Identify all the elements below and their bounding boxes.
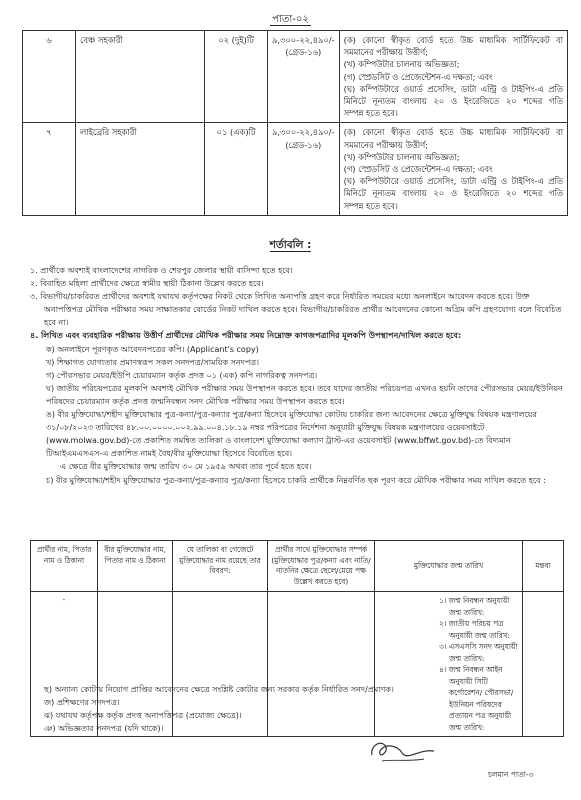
condition-item: ৩. বিভাগীয়/চাকরিরত প্রার্থীদের অবশ্যই যথাযথ কর্তৃপক্ষের নিকট থেকে লিখিত অনাপত্তি গ্রহণ করে নির্ধারিত সময়ের মধ্যে অনলাইনে আবেদন করতে হবে। উক্ত অনাপত্তিপত্র মৌখিক পরীক্ষার সময় সাক্ষাতকার বোর্ডের নিকট দাখিল করতে হবে। বিভাগীয়/চাকরিরত প্রার্থীর আবেদনের কোনো অগ্রিম কপি গ্রহণযোগ্য বলে বিবেচিত হবে না। [30,292,562,328]
qualification-line: সম্পন্ন হতে হবে। [343,108,398,119]
qualification-line: সমমানের পরীক্ষায় উত্তীর্ণ; [343,47,428,58]
table-cell: - [31,592,98,737]
column-header: যে তালিকা বা গেজেটে মুক্তিযোদ্ধার নাম রয়েছে তার বিবরণ: [173,541,268,592]
qualification-cell [339,123,567,215]
condition-item: ৪. লিখিত এবং ব্যবহারিক পরীক্ষায় উত্তীর্ণ প্রার্থীদের মৌখিক পরীক্ষার সময় নিম্নোক্ত কাগজপত্রাদির মূলকপি উপস্থাপন/দাখিল করতে হবে: [30,331,462,341]
qualification-line: (খ) কম্পিউটার চালনায় অভিজ্ঞতা; [343,151,460,162]
pay-grade: (গ্রেড-১৬) [285,139,322,150]
qualification-line: (ক) কোনো স্বীকৃত বোর্ড হতে উচ্চ মাধ্যমিক সার্টিফিকেট বা [343,127,563,138]
qualification-line: (খ) কম্পিউটার চালনায় অভিজ্ঞতা; [343,59,460,70]
post-count-cell: ০২ (দুই)টি [205,31,268,123]
qualification-line: (ঘ) কম্পিউটারে ওয়ার্ড প্রসেসিং, ডাটা এন্ট্রি ও টাইপিং-এ প্রতি [343,176,563,187]
additional-documents [44,683,564,735]
column-header: মুক্তিযোদ্ধার জন্ম তারিখ [375,541,523,592]
continued-page-label: চলমান পাতা-৩ [488,770,534,779]
page-number: পাতা-০২ [272,14,309,25]
qualification-line: সম্পন্ন হতে হবে। [343,200,398,211]
birth-date-item: ২। জাতীয় পরিচয় পত্র অনুযায়ী জন্ম তারিখ: [439,619,511,640]
qualification-line: সমমানের পরীক্ষায় উত্তীর্ণ; [343,139,428,150]
condition-item: ১. প্রার্থীকে অবশ্যই বাংলাদেশের নাগরিক ও শেরপুর জেলার স্থায়ী বাসিন্দা হতে হবে। [30,266,293,275]
serial-cell: ৬ [23,31,76,123]
table-row [23,31,568,123]
conditions-title: শর্তাবলি : [269,239,312,251]
birth-date-item: ৩। এসএসসি সনদ অনুযায়ী জন্ম তারিখ: [439,642,518,663]
birth-date-item: ১। জন্ম নিবন্ধন অনুযায়ী জন্ম তারিখ: [439,596,510,617]
document-item: ঞ) অভিজ্ঞতার সনদপত্র (যদি থাকে)। [44,724,164,733]
document-item: জ) প্রশিক্ষণের সনদপত্র। [44,698,120,707]
pay-scale-cell [268,31,340,123]
column-header: প্রার্থীর নাম, পিতার নাম ও ঠিকানা [31,541,98,592]
table-header-row [31,541,564,592]
birth-date-item: ৪। জন্ম নিবন্ধন আইন অনুযায়ী সিটি কর্পোরেশন/ পৌরসভা/ইউনিয়ন পরিষদের প্রত্যায়ন পত্র অনুযায়ী জন্ম তারিখ: [439,665,514,732]
document-item: ঙ) বীর মুক্তিযোদ্ধা/শহীদ মুক্তিযোদ্ধার পুত্র-কন্যা/পুত্র-কন্যার পুত্র/কন্যা হিসেবে মুক্তিযোদ্ধা কোটায় চাকরির জন্য আবেদনের ক্ষেত্রে মুক্তিযুদ্ধ বিষয়ক মন্ত্রণালয়ের ৩১/০৮/২০২৩ তারিখের ৪৮.০০.০০০০.০০২.৯৯.০০৪.১৮.১৯ নম্বর পরিপত্রের নির্দেশনা অনুযায়ী মুক্তিযুদ্ধ বিষয়ক মন্ত্রণালয়ের ওয়েবসাইটে (www.molwa.gov.bd)-তে প্রকাশিত সমন্বিত তালিকা ও বাংলাদেশ মুক্তিযোদ্ধা কল্যাণ ট্রাস্ট-এর ওয়েবসাইট (www.bffwt.gov.bd)-তে বিদ্যমান টিআইএমএসএস-এ প্রকাশিত নামই বৈধ/বীর মুক্তিযোদ্ধা হিসেবে বিবেচিত হবে। [46,410,537,459]
table-row [23,123,568,215]
document-item: ক) অনলাইনে পূরণকৃত আবেদনপত্রের কপি। (Applicant's copy) [46,344,259,354]
qualification-line: (গ) স্প্রেডসিট ও প্রেজেন্টেশন-এ দক্ষতা; এবং [343,164,493,175]
pay-grade: (গ্রেড-১৬) [285,47,322,58]
post-name-cell: বেঞ্চ সহকারী [76,31,205,123]
jobs-table [22,30,568,216]
document-item: খ) শিক্ষাগত যোগ্যতার প্রমাণস্বরূপ সকল সনদপত্র/সাময়িক সনদপত্র। [46,357,260,367]
pay-scale: ৯,৩০০-২২,৪৯০/- [272,35,335,45]
qualification-cell [339,31,567,123]
column-header: মন্তব্য [523,541,564,592]
column-header: বীর মুক্তিযোদ্ধার নাম, পিতার নাম ও ঠিকানা [98,541,173,592]
document-item: ঘ) জাতীয় পরিচয়পত্রের মূলকপি অবশ্যই মৌখিক পরীক্ষার সময় উপস্থাপন করতে হবে। তবে যাদের জাতীয় পরিচয়পত্র এখনও হয়নি তাদের পৌরসভার মেয়র/ইউনিয়ন পরিষদের চেয়ারম্যান কর্তৃক প্রদত্ত জন্মনিবন্ধন সনদ মৌখিক পরীক্ষার সময় উপস্থাপন করতে হবে। [46,383,563,406]
column-header: প্রার্থীর সাথে মুক্তিযোদ্ধার সম্পর্ক (মুক্তিযোদ্ধার পুত্র/কন্যা এবং নাতি/নাতনির ক্ষেত্রে ছেলে/মেয়ে পক্ষ উল্লেখ করতে হবে) [268,541,375,592]
condition-item: ২. বিবাহিত মহিলা প্রার্থীদের ক্ষেত্রে স্বামীর স্থায়ী ঠিকানা উল্লেখ করতে হবে। [30,279,264,289]
document-note: এ ক্ষেত্রে বীর মুক্তিযোদ্ধার জন্ম তারিখ ৩০ মে ১৯৫৯ অথবা তার পূর্বে হতে হবে। [60,462,312,472]
pay-scale-cell [268,123,340,215]
document-item: ঝ) যথাযথ কর্তৃপক্ষ কর্তৃক প্রদত্ত অনাপত্তিপত্র (প্রযোজ্য ক্ষেত্রে)। [44,711,242,720]
document-item: চ) বীর মুক্তিযোদ্ধা/শহীদ মুক্তিযোদ্ধার পুত্র-কন্যা/পুত্র-কন্যার পুত্র/কন্যা হিসেবে চাকরি প্রার্থীকে নিম্নবর্ণিত ছক পূরণ করে মৌখিক পরীক্ষার সময় দাখিল করতে হবে : [46,475,546,485]
post-count-cell: ০১ (এক)টি [205,123,268,215]
document-item: ছ) অন্যান্য কোটায় নিয়োগ প্রাপ্তির আবেদনের ক্ষেত্রে সংশ্লিষ্ট কোটার জন্য সরকার কর্তৃক নির্ধারিত সনদ/প্রমাণক। [44,685,394,694]
post-name-cell: লাইব্রেরি সহকারী [76,123,205,215]
qualification-line: মিনিটে নূন্যতম বাংলায় ২০ ও ইংরেজিতে ২০ শব্দের গতি [343,188,563,199]
pay-scale: ৯,৩০০-২২,৪৯০/- [272,127,335,138]
qualification-line: (গ) স্প্রেডসিট ও প্রেজেন্টেশন-এ দক্ষতা; এবং [343,71,493,82]
qualification-line: (ক) কোনো স্বীকৃত বোর্ড হতে উচ্চ মাধ্যমিক সার্টিফিকেট বা [343,35,563,45]
document-item: গ) পৌরসভার মেয়র/ইউপি চেয়ারম্যান কর্তৃক প্রদত্ত ০১ (এক) কপি নাগরিকত্ব সনদপত্র। [46,370,318,380]
conditions-list [30,264,564,487]
qualification-line: (ঘ) কম্পিউটারে ওয়ার্ড প্রসেসিং, ডাটা এন্ট্রি ও টাইপিং-এ প্রতি [343,83,563,94]
serial-cell: ৭ [23,123,76,215]
qualification-line: মিনিটে নূন্যতম বাংলায় ২০ ও ইংরেজিতে ২০ শব্দের গতি [343,96,563,107]
signature-icon [368,735,436,767]
